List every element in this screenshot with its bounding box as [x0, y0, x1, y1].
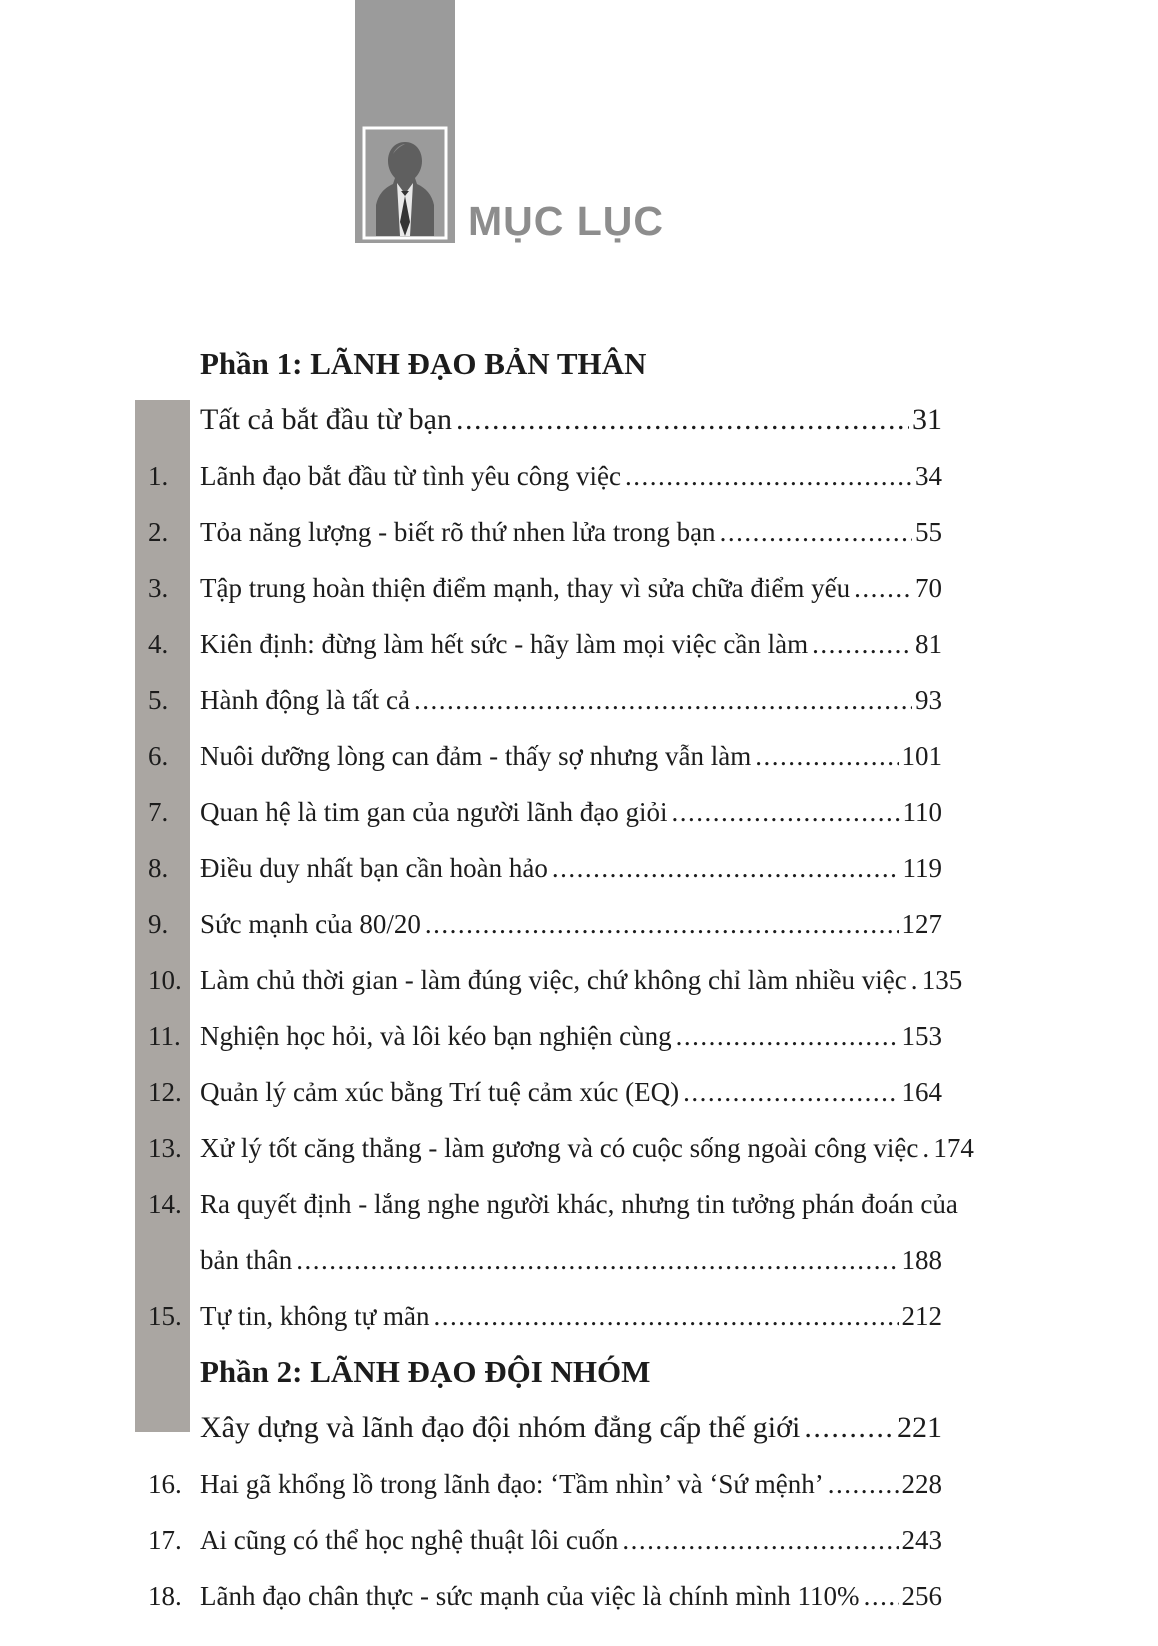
entry-number: 18.: [148, 1581, 182, 1611]
dot-leader: [676, 1008, 899, 1064]
entry-page: 93: [915, 685, 942, 715]
entry-page: 256: [901, 1581, 942, 1611]
toc-entry: [148, 896, 942, 952]
dot-leader: [854, 560, 912, 616]
page-title: MỤC LỤC: [468, 198, 665, 244]
dot-leader: [804, 1400, 894, 1456]
toc-entry: [148, 784, 942, 840]
entry-number: 8.: [148, 853, 169, 883]
entry-title: Quản lý cảm xúc bằng Trí tuệ cảm xúc (EQ): [200, 1077, 680, 1107]
section-intro-title: Tất cả bắt đầu từ bạn: [200, 403, 452, 436]
entry-page: 174: [933, 1133, 974, 1163]
dot-leader: [911, 952, 919, 1008]
dot-leader: [296, 1232, 898, 1288]
toc-entry: [148, 1120, 974, 1176]
toc-entry: [148, 1512, 942, 1568]
section-intro-title: Xây dựng và lãnh đạo đội nhóm đẳng cấp thế giới: [200, 1411, 801, 1444]
entry-page: 164: [901, 1077, 942, 1107]
entry-page: 153: [901, 1021, 942, 1051]
toc-entry: [148, 504, 942, 560]
section-heading: Phần 1: LÃNH ĐẠO BẢN THÂN: [200, 346, 647, 381]
dot-leader: [828, 1456, 899, 1512]
toc-entry: [148, 1288, 942, 1344]
entry-page: 110: [902, 797, 942, 827]
dot-leader: [414, 672, 912, 728]
entry-number: 13.: [148, 1133, 182, 1163]
entry-title: Kiên định: đừng làm hết sức - hãy làm mọi việc cần làm: [200, 629, 809, 659]
toc-intro-row: [200, 1400, 942, 1456]
dot-leader: [864, 1568, 899, 1624]
entry-title: Nuôi dưỡng lòng can đảm - thấy sợ nhưng vẫn làm: [200, 741, 752, 771]
entry-title: Lãnh đạo bắt đầu từ tình yêu công việc: [200, 461, 622, 491]
toc-entry: [148, 840, 942, 896]
entry-title: Lãnh đạo chân thực - sức mạnh của việc là chính mình 110%: [200, 1581, 860, 1611]
entry-number: 16.: [148, 1469, 182, 1499]
entry-title: Tự tin, không tự mãn: [200, 1301, 430, 1331]
dot-leader: [683, 1064, 898, 1120]
entry-number: 9.: [148, 909, 169, 939]
entry-number: 11.: [148, 1021, 181, 1051]
toc-entry: [148, 672, 942, 728]
entry-title: Nghiện học hỏi, và lôi kéo bạn nghiện cùng: [200, 1021, 672, 1051]
entry-title: Điều duy nhất bạn cần hoàn hảo: [200, 853, 548, 883]
entry-number: 6.: [148, 741, 169, 771]
entry-page: 135: [921, 965, 963, 995]
dot-leader: [456, 392, 909, 448]
entry-page: 243: [901, 1525, 942, 1555]
entry-title: Tập trung hoàn thiện điểm mạnh, thay vì sửa chữa điểm yếu: [200, 573, 851, 603]
section-heading: Phần 2: LÃNH ĐẠO ĐỘI NHÓM: [200, 1354, 651, 1389]
entry-title: Ra quyết định - lắng nghe người khác, nhưng tin tưởng phán đoán của: [200, 1189, 958, 1219]
dot-leader: [755, 728, 898, 784]
section-intro-page: 31: [912, 403, 942, 436]
dot-leader: [812, 616, 912, 672]
entry-number: 17.: [148, 1525, 182, 1555]
entry-title: Xử lý tốt căng thẳng - làm gương và có cuộc sống ngoài công việc: [200, 1133, 919, 1163]
entry-title: Sức mạnh của 80/20: [200, 909, 421, 939]
dot-leader: [672, 784, 900, 840]
toc-entry: [200, 1232, 942, 1288]
entry-number: 4.: [148, 629, 169, 659]
entry-number: 10.: [148, 965, 182, 995]
entry-title: Hai gã khổng lồ trong lãnh đạo: ‘Tầm nhìn’ và ‘Sứ mệnh’: [200, 1469, 824, 1499]
dot-leader: [552, 840, 900, 896]
entry-page: 34: [915, 461, 942, 491]
toc-entry: [148, 952, 963, 1008]
toc-content: [148, 336, 974, 1624]
entry-page: 188: [901, 1245, 942, 1275]
toc-entry: [148, 448, 942, 504]
logo-band: [355, 0, 455, 243]
entry-page: 70: [915, 573, 942, 603]
toc-entry: [148, 616, 942, 672]
dot-leader: [434, 1288, 899, 1344]
entry-title: Quan hệ là tim gan của người lãnh đạo giỏi: [200, 797, 668, 827]
entry-title: Làm chủ thời gian - làm đúng việc, chứ không chỉ làm nhiều việc: [200, 965, 907, 995]
toc-entry: [148, 728, 942, 784]
dot-leader: [425, 896, 899, 952]
entry-number: 3.: [148, 573, 169, 603]
entry-number: 12.: [148, 1077, 182, 1107]
entry-number: 7.: [148, 797, 169, 827]
toc-entry: [148, 1008, 942, 1064]
entry-title: Ai cũng có thể học nghệ thuật lôi cuốn: [200, 1525, 619, 1555]
entry-page: 101: [901, 741, 942, 771]
entry-page: 127: [901, 909, 942, 939]
entry-number: 14.: [148, 1189, 182, 1219]
entry-page: 228: [901, 1469, 942, 1499]
dot-leader: [922, 1120, 930, 1176]
entry-number: 15.: [148, 1301, 182, 1331]
dot-leader: [622, 1512, 898, 1568]
entry-page: 119: [902, 853, 942, 883]
toc-entry: [148, 1568, 942, 1624]
dot-leader: [720, 504, 912, 560]
entry-number: 5.: [148, 685, 169, 715]
entry-page: 81: [915, 629, 942, 659]
entry-title: bản thân: [200, 1245, 293, 1275]
entry-page: 55: [915, 517, 942, 547]
dot-leader: [625, 448, 912, 504]
entry-title: Hành động là tất cả: [200, 685, 410, 715]
section-intro-page: 221: [897, 1411, 942, 1444]
businessman-portrait-logo-icon: [362, 126, 448, 240]
entry-title: Tỏa năng lượng - biết rõ thứ nhen lửa trong bạn: [200, 517, 716, 547]
toc-entry: [148, 560, 942, 616]
toc-entry: [148, 1456, 942, 1512]
entry-number: 2.: [148, 517, 169, 547]
toc-intro-row: [200, 392, 942, 448]
toc-entry: [148, 1176, 958, 1232]
toc-entry: [148, 1064, 942, 1120]
entry-number: 1.: [148, 461, 169, 491]
entry-page: 212: [901, 1301, 942, 1331]
